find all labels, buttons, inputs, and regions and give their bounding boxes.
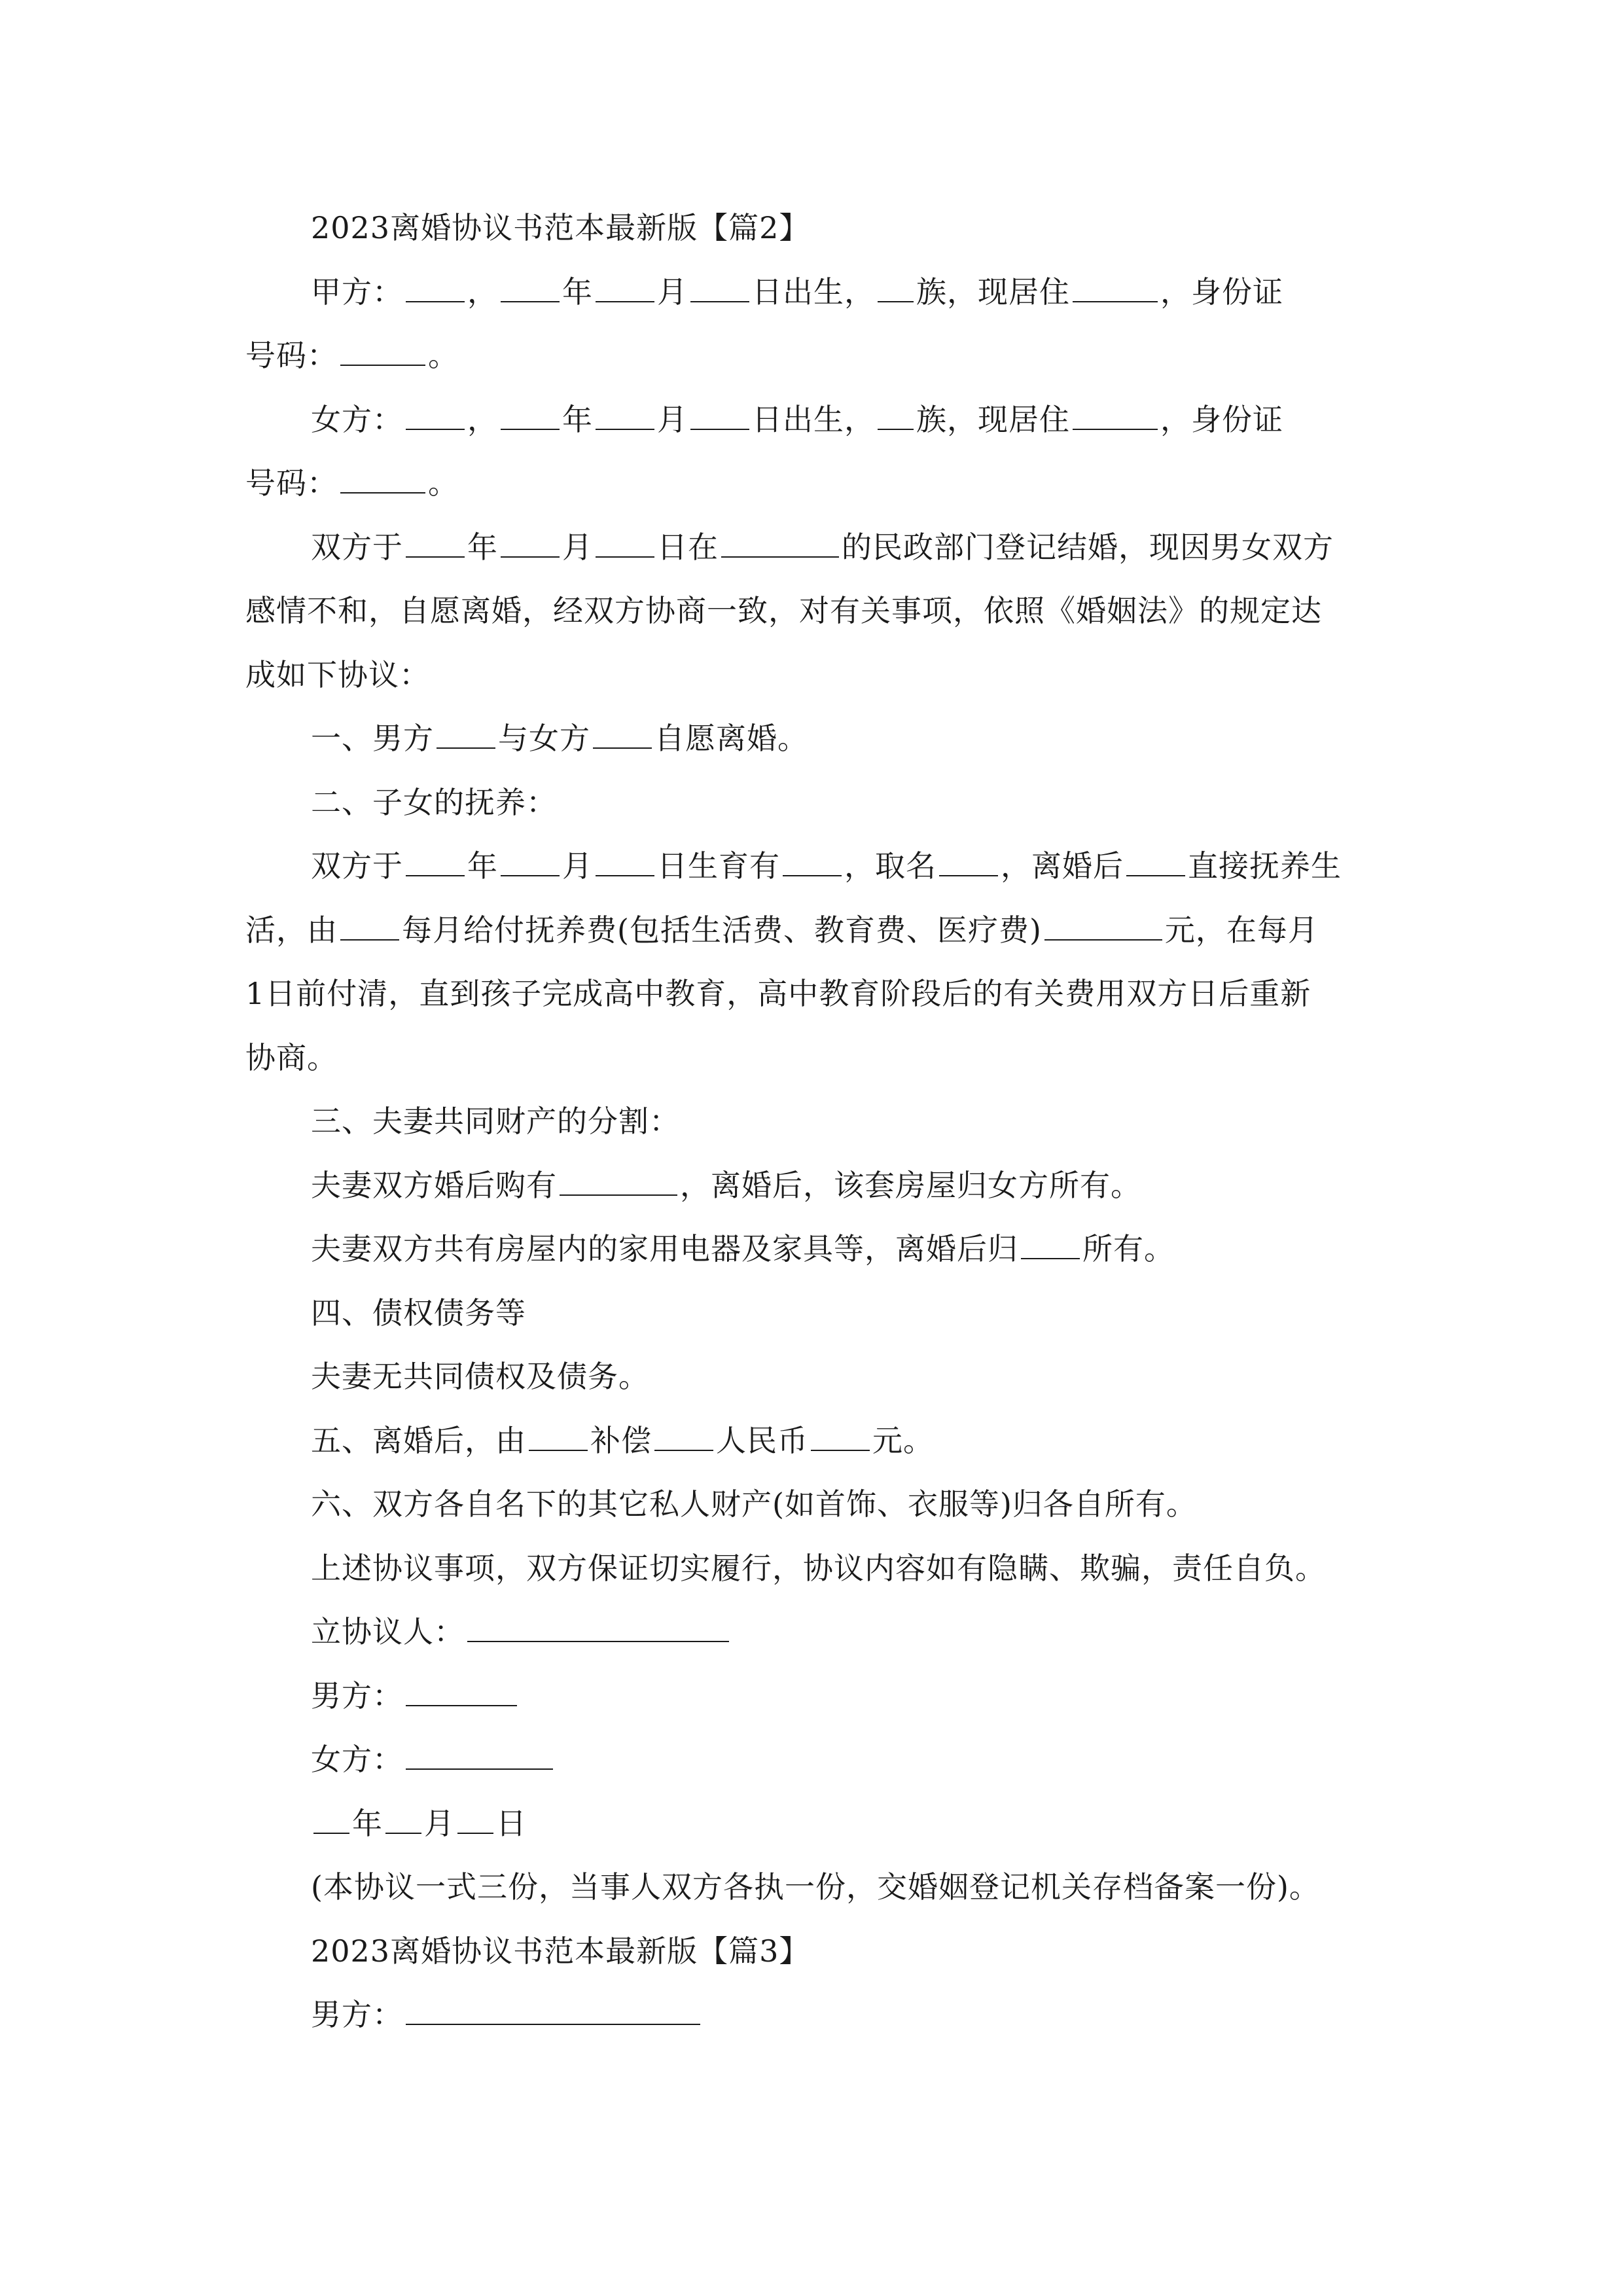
text: 补偿 bbox=[590, 1422, 652, 1458]
address-blank bbox=[1073, 275, 1158, 302]
party-a-id-line bbox=[245, 324, 1384, 388]
male-signature-blank bbox=[406, 1679, 517, 1706]
payee-blank bbox=[654, 1424, 713, 1451]
text: 二、子女的抚养： bbox=[311, 784, 557, 820]
text: (本协议一式三份，当事人双方各执一份，交婚姻登记机关存档备案一份)。 bbox=[311, 1869, 1320, 1905]
name-blank bbox=[406, 275, 465, 302]
text: 上述协议事项，双方保证切实履行，协议内容如有隐瞒、欺骗，责任自负。 bbox=[311, 1550, 1326, 1586]
text: 与女方 bbox=[498, 721, 590, 756]
female-signature-blank bbox=[406, 1742, 553, 1770]
registration-line-1 bbox=[245, 516, 1384, 580]
amount-blank bbox=[1044, 913, 1162, 941]
signer-label: 立协议人： bbox=[311, 1614, 465, 1649]
text: 元，在每月 bbox=[1164, 912, 1319, 948]
day-blank bbox=[457, 1806, 493, 1834]
female-signature-line bbox=[245, 1728, 1384, 1792]
text: 直接抚养生 bbox=[1188, 848, 1342, 884]
text: 夫妻双方共有房屋内的家用电器及家具等，离婚后归 bbox=[311, 1231, 1018, 1266]
born-label: 日出生， bbox=[752, 401, 875, 437]
text: 活，由 bbox=[245, 912, 338, 948]
id-card-label: ，身份证 bbox=[1160, 274, 1283, 310]
text: 双方于 bbox=[311, 848, 403, 884]
id-card-label: ，身份证 bbox=[1160, 401, 1283, 437]
comma: ， bbox=[467, 274, 498, 310]
owner-blank bbox=[1021, 1232, 1080, 1259]
day-blank bbox=[596, 849, 654, 876]
signer-line bbox=[245, 1600, 1384, 1664]
month-label: 月 bbox=[562, 848, 593, 884]
item-3-title bbox=[245, 1090, 1384, 1154]
year-label: 年 bbox=[562, 274, 593, 310]
place-blank bbox=[721, 530, 839, 558]
male-signature-line bbox=[245, 1664, 1384, 1729]
female-label: 女方： bbox=[311, 1742, 403, 1777]
heading-text: 2023离婚协议书范本最新版【篇2】 bbox=[311, 210, 810, 245]
ethnic-label: 族，现居住 bbox=[916, 274, 1070, 310]
text: 六、双方各自名下的其它私人财产(如首饰、衣服等)归各自所有。 bbox=[311, 1486, 1197, 1522]
date-line bbox=[245, 1792, 1384, 1856]
text: 成如下协议： bbox=[245, 656, 430, 692]
item-2-line-1 bbox=[245, 834, 1384, 899]
text: ，离婚后，该套房屋归女方所有。 bbox=[680, 1167, 1141, 1203]
section-heading-3 bbox=[245, 1920, 1384, 1984]
born-label: 日出生， bbox=[752, 274, 875, 310]
registration-line-3 bbox=[245, 643, 1384, 708]
text: ，离婚后 bbox=[1001, 848, 1124, 884]
amount-blank bbox=[811, 1424, 870, 1451]
text: 双方于 bbox=[311, 529, 403, 565]
month-blank bbox=[501, 530, 560, 558]
text: 的民政部门登记结婚，现因男女双方 bbox=[842, 529, 1334, 565]
day-blank bbox=[596, 530, 654, 558]
year-label: 年 bbox=[562, 401, 593, 437]
party-a-label: 甲方： bbox=[311, 274, 403, 310]
day-blank bbox=[690, 275, 749, 302]
name-blank bbox=[406, 403, 465, 430]
month-label: 月 bbox=[424, 1805, 455, 1841]
item-2-line-4 bbox=[245, 1026, 1384, 1090]
year-blank bbox=[406, 530, 465, 558]
text: 夫妻无共同债权及债务。 bbox=[311, 1359, 649, 1394]
id-number-label: 号码： bbox=[245, 338, 338, 373]
item-5 bbox=[245, 1409, 1384, 1473]
item-2-title bbox=[245, 771, 1384, 835]
comma: ， bbox=[467, 401, 498, 437]
item-6 bbox=[245, 1473, 1384, 1537]
copies-note bbox=[245, 1856, 1384, 1920]
party-b-label: 女方： bbox=[311, 401, 403, 437]
ethnic-blank bbox=[878, 403, 914, 430]
document-body bbox=[245, 196, 1384, 2047]
text: 日生育有 bbox=[657, 848, 780, 884]
husband-name-blank bbox=[437, 721, 495, 749]
male-label: 男方： bbox=[311, 1997, 403, 2032]
month-blank bbox=[596, 403, 654, 430]
guarantee-line bbox=[245, 1537, 1384, 1601]
item-2-line-2 bbox=[245, 899, 1384, 963]
text: 感情不和，自愿离婚，经双方协商一致，对有关事项，依照《婚姻法》的规定达 bbox=[245, 593, 1322, 628]
text: 三、夫妻共同财产的分割： bbox=[311, 1103, 680, 1139]
month-blank bbox=[501, 849, 560, 876]
party-b-id-line bbox=[245, 452, 1384, 516]
signer-blank bbox=[467, 1615, 729, 1642]
period: 。 bbox=[428, 338, 459, 373]
year-blank bbox=[313, 1806, 349, 1834]
period: 。 bbox=[428, 465, 459, 501]
text: 协商。 bbox=[245, 1039, 338, 1075]
year-label: 年 bbox=[467, 529, 498, 565]
month-label: 月 bbox=[562, 529, 593, 565]
section-heading-2 bbox=[245, 196, 1384, 260]
item-4-line-1 bbox=[245, 1345, 1384, 1409]
wife-name-blank bbox=[593, 721, 652, 749]
text: 人民币 bbox=[716, 1422, 808, 1458]
child-name-blank bbox=[939, 849, 998, 876]
ethnic-label: 族，现居住 bbox=[916, 401, 1070, 437]
item-3-line-2 bbox=[245, 1217, 1384, 1282]
text: ，取名 bbox=[844, 848, 936, 884]
text: 日在 bbox=[657, 529, 719, 565]
text: 四、债权债务等 bbox=[311, 1295, 526, 1331]
custodian-blank bbox=[1126, 849, 1185, 876]
payer-blank bbox=[529, 1424, 588, 1451]
text: 所有。 bbox=[1082, 1231, 1175, 1266]
year-blank bbox=[406, 849, 465, 876]
heading-text: 2023离婚协议书范本最新版【篇3】 bbox=[311, 1933, 810, 1969]
property-blank bbox=[560, 1168, 677, 1196]
year-blank bbox=[501, 275, 560, 302]
male-name-blank bbox=[406, 1998, 700, 2025]
item-3-line-1 bbox=[245, 1154, 1384, 1218]
payer-blank bbox=[340, 913, 399, 941]
text: 元。 bbox=[872, 1422, 934, 1458]
male-line-section-3 bbox=[245, 1983, 1384, 2047]
year-label: 年 bbox=[352, 1805, 383, 1841]
id-number-blank bbox=[340, 466, 425, 493]
id-number-blank bbox=[340, 338, 425, 366]
male-label: 男方： bbox=[311, 1677, 403, 1713]
party-b-line bbox=[245, 388, 1384, 452]
text: 每月给付抚养费(包括生活费、教育费、医疗费) bbox=[402, 912, 1042, 948]
month-label: 月 bbox=[657, 401, 688, 437]
child-blank bbox=[783, 849, 842, 876]
year-label: 年 bbox=[467, 848, 498, 884]
day-label: 日 bbox=[496, 1805, 527, 1841]
registration-line-2 bbox=[245, 579, 1384, 643]
text: 一、男方 bbox=[311, 721, 434, 756]
item-1 bbox=[245, 707, 1384, 771]
year-blank bbox=[501, 403, 560, 430]
id-number-label: 号码： bbox=[245, 465, 338, 501]
month-blank bbox=[596, 275, 654, 302]
item-2-line-3 bbox=[245, 962, 1384, 1026]
text: 夫妻双方婚后购有 bbox=[311, 1167, 557, 1203]
month-blank bbox=[385, 1806, 421, 1834]
text: 1日前付清，直到孩子完成高中教育，高中教育阶段后的有关费用双方日后重新 bbox=[245, 976, 1311, 1011]
address-blank bbox=[1073, 403, 1158, 430]
day-blank bbox=[690, 403, 749, 430]
party-a-line bbox=[245, 260, 1384, 325]
text: 自愿离婚。 bbox=[654, 721, 808, 756]
item-4-title bbox=[245, 1282, 1384, 1346]
ethnic-blank bbox=[878, 275, 914, 302]
month-label: 月 bbox=[657, 274, 688, 310]
text: 五、离婚后，由 bbox=[311, 1422, 526, 1458]
